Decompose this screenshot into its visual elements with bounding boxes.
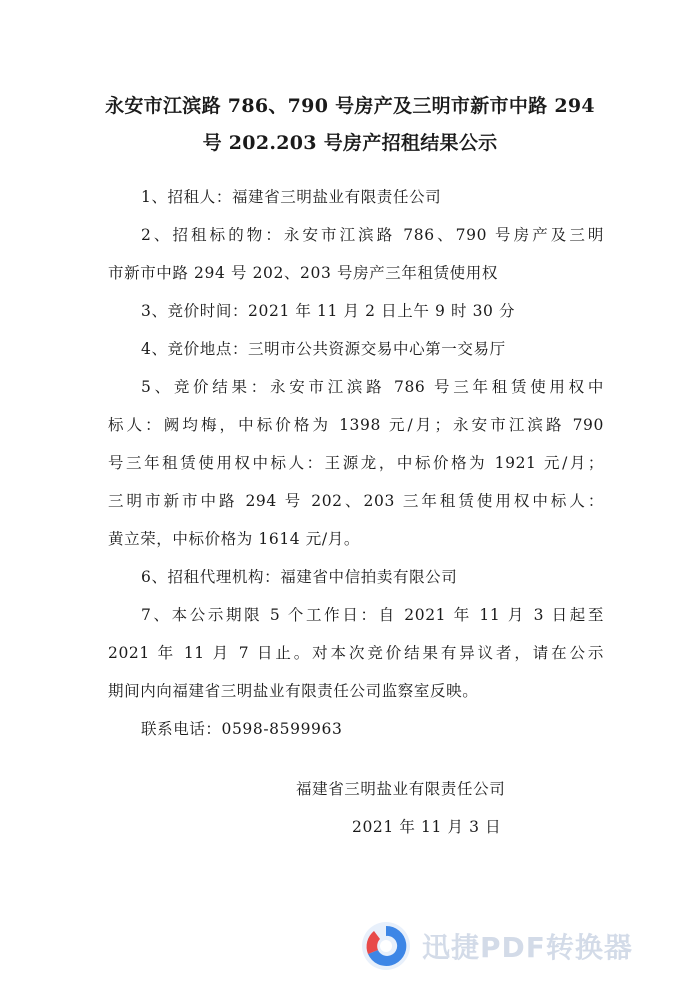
title-line-2: 号 202.203 号房产招租结果公示 bbox=[202, 132, 498, 154]
item-result-line-2: 标人：阙均梅，中标价格为 1398 元/月；永安市江滨路 790 bbox=[108, 416, 604, 434]
item-bid-location: 4、竞价地点：三明市公共资源交易中心第一交易厅 bbox=[141, 340, 506, 358]
document-title bbox=[60, 88, 640, 162]
item-result-line-3: 号三年租赁使用权中标人：王源龙，中标价格为 1921 元/月； bbox=[108, 454, 604, 472]
item-period-line-2: 2021 年 11 月 7 日止。对本次竞价结果有异议者，请在公示 bbox=[108, 644, 604, 662]
item-result-line-1: 5、竞价结果：永安市江滨路 786 号三年租赁使用权中 bbox=[141, 378, 604, 396]
item-agent: 6、招租代理机构：福建省中信拍卖有限公司 bbox=[141, 568, 458, 586]
item-period-line-1: 7、本公示期限 5 个工作日：自 2021 年 11 月 3 日起至 bbox=[141, 606, 604, 624]
signature-organization: 福建省三明盐业有限责任公司 bbox=[296, 780, 506, 798]
contact-phone: 联系电话：0598-8599963 bbox=[141, 720, 343, 738]
watermark-text: 迅捷PDF转换器 bbox=[422, 931, 633, 964]
item-result-line-4: 三明市新市中路 294 号 202、203 三年租赁使用权中标人： bbox=[108, 492, 604, 510]
item-bid-time: 3、竞价时间：2021 年 11 月 2 日上午 9 时 30 分 bbox=[141, 302, 516, 320]
signature-date: 2021 年 11 月 3 日 bbox=[352, 818, 502, 836]
document-body bbox=[108, 178, 608, 748]
item-result-line-5: 黄立荣，中标价格为 1614 元/月。 bbox=[108, 530, 360, 548]
pdf-converter-logo-icon bbox=[360, 920, 412, 972]
item-period-line-3: 期间内向福建省三明盐业有限责任公司监察室反映。 bbox=[108, 682, 479, 700]
title-line-1: 永安市江滨路 786、790 号房产及三明市新市中路 294 bbox=[105, 95, 595, 117]
item-lessor: 1、招租人：福建省三明盐业有限责任公司 bbox=[141, 188, 442, 206]
item-subject-line-1: 2、招租标的物：永安市江滨路 786、790 号房产及三明 bbox=[141, 226, 604, 244]
item-subject-line-2: 市新市中路 294 号 202、203 号房产三年租赁使用权 bbox=[108, 264, 498, 282]
watermark bbox=[360, 918, 633, 974]
